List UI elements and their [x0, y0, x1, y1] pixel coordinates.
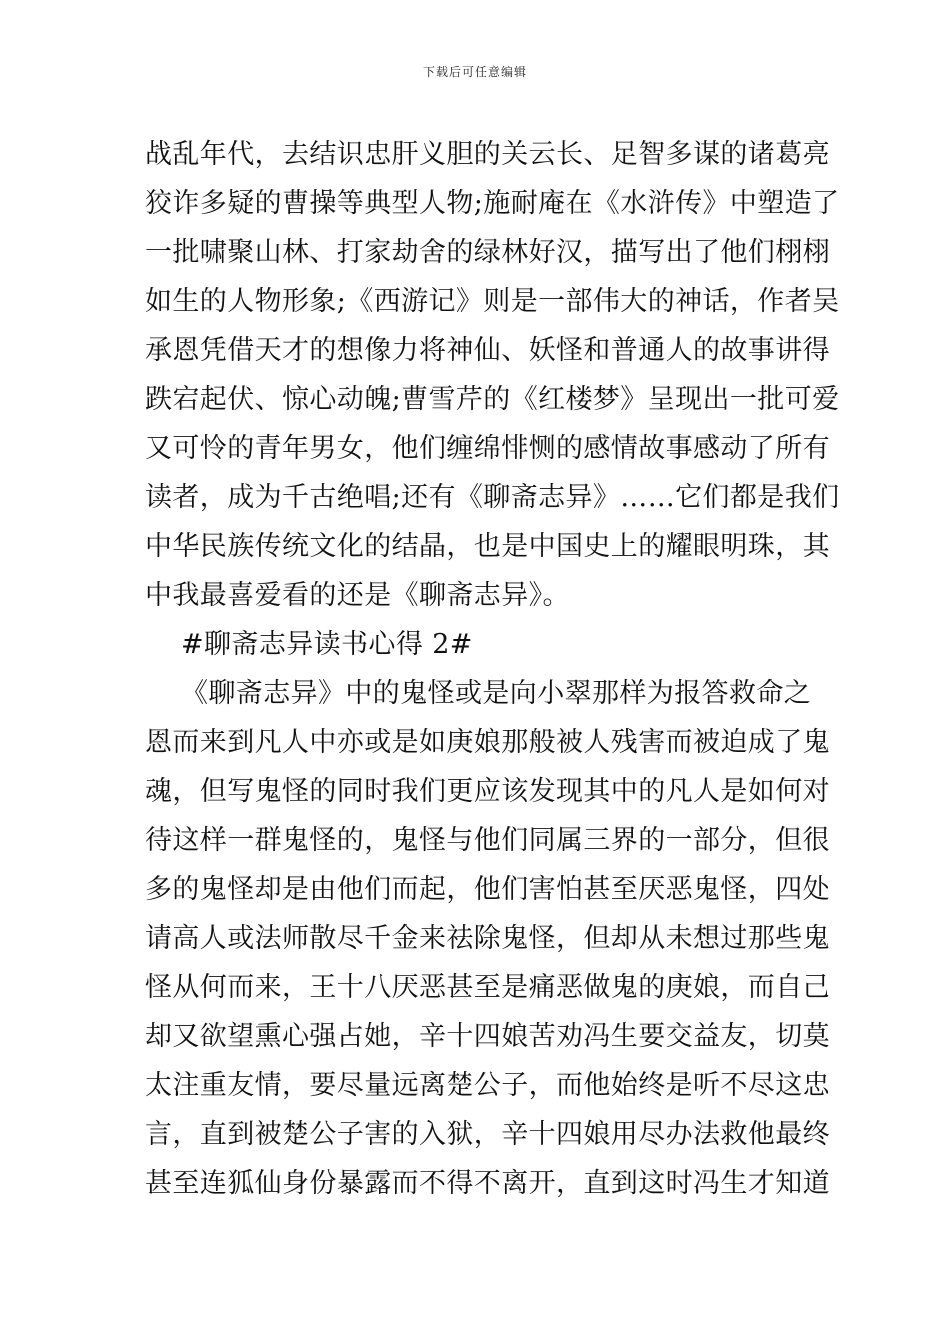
text-line: 多的鬼怪却是由他们而起，他们害怕甚至厌恶鬼怪，四处: [145, 874, 830, 905]
text-line: 待这样一群鬼怪的，鬼怪与他们同属三界的一部分，但很: [145, 825, 830, 856]
text-line: 一批啸聚山林、打家劫舍的绿林好汉，描写出了他们栩栩: [145, 237, 830, 268]
text-line: 请高人或法师散尽千金来祛除鬼怪，但却从未想过那些鬼: [145, 923, 830, 954]
text-line: 言，直到被楚公子害的入狱，辛十四娘用尽办法救他最终: [145, 1119, 830, 1150]
text-line: 狡诈多疑的曹操等典型人物;施耐庵在《水浒传》中塑造了: [145, 188, 840, 219]
text-line: 太注重友情，要尽量远离楚公子，而他始终是听不尽这忠: [145, 1070, 830, 1101]
text-line: 中华民族传统文化的结晶，也是中国史上的耀眼明珠，其: [145, 531, 830, 562]
text-line: 甚至连狐仙身份暴露而不得不离开，直到这时冯生才知道: [145, 1168, 830, 1199]
text-line: 跌宕起伏、惊心动魄;曹雪芹的《红楼梦》呈现出一批可爱: [145, 384, 840, 415]
text-line: 《聊斋志异》中的鬼怪或是向小翠那样为报答救命之: [181, 678, 812, 709]
text-line: 恩而来到凡人中亦或是如庚娘那般被人残害而被迫成了鬼: [145, 727, 830, 758]
page-header: 下载后可任意编辑: [422, 65, 527, 79]
text-line: 怪从何而来，王十八厌恶甚至是痛恶做鬼的庚娘，而自己: [145, 972, 830, 1003]
section-heading: #聊斋志异读书心得 2#: [181, 629, 473, 660]
text-line: 战乱年代，去结识忠肝义胆的关云长、足智多谋的诸葛亮: [145, 139, 830, 170]
text-line: 如生的人物形象;《西游记》则是一部伟大的神话，作者吴: [145, 286, 840, 317]
paragraph-1: [145, 130, 840, 620]
text-line: 中我最喜爱看的还是《聊斋志异》。: [145, 580, 570, 611]
document-body: [145, 130, 840, 1208]
paragraph-2: [145, 669, 830, 1208]
text-line: 又可怜的青年男女，他们缠绵悱恻的感情故事感动了所有: [145, 433, 830, 464]
text-line: 承恩凭借天才的想像力将神仙、妖怪和普通人的故事讲得: [145, 335, 830, 366]
text-line: 魂，但写鬼怪的同时我们更应该发现其中的凡人是如何对: [145, 776, 830, 807]
text-line: 却又欲望熏心强占她，辛十四娘苦劝冯生要交益友，切莫: [145, 1021, 830, 1052]
text-line: 读者，成为千古绝唱;还有《聊斋志异》……它们都是我们: [145, 482, 840, 513]
